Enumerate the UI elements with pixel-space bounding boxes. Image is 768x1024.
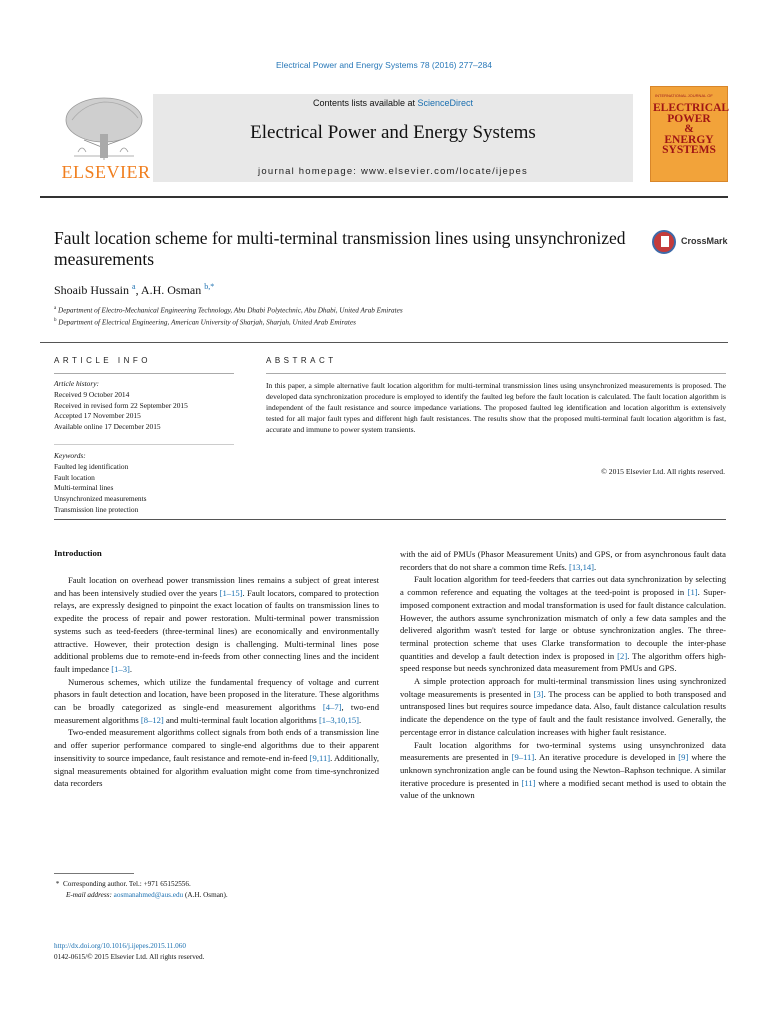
history-item: Received 9 October 2014 [54, 389, 130, 399]
crossmark-icon [652, 230, 676, 254]
cover-line: ENERGY [664, 133, 714, 146]
affiliation-text: Department of Electro-Mechanical Engineering Technology, Abu Dhabi Polytechnic, Abu Dhabi, United Arab Emirates [58, 306, 403, 315]
corresponding-author-note [54, 879, 228, 901]
email-label: E-mail address: [66, 891, 112, 899]
issn-copyright: 0142-0615/© 2015 Elsevier Ltd. All rights reserved. [54, 952, 205, 961]
paragraph [400, 675, 726, 739]
text-span: , two-end measurement algorithms [54, 702, 379, 725]
article-info-heading: ARTICLE INFO [54, 356, 151, 365]
doi-info [54, 941, 204, 962]
citation-link[interactable]: [1–3,10,15] [318, 714, 360, 725]
article-title: Fault location scheme for multi-terminal transmission lines using unsynchronized measurements [54, 228, 626, 269]
history-item: Accepted 17 November 2015 [54, 411, 141, 421]
author-separator: , [135, 283, 141, 297]
text-span: . An iterative procedure is developed in [534, 752, 679, 763]
crossmark-label: CrossMark [681, 236, 728, 246]
email-suffix: (A.H. Osman). [184, 891, 228, 899]
crossmark-badge[interactable] [652, 230, 732, 256]
keywords-label: Keywords: [54, 451, 86, 460]
text-span: . [594, 561, 597, 572]
right-column [400, 548, 726, 802]
citation-link[interactable]: [1–3] [111, 663, 130, 674]
paragraph [54, 676, 379, 727]
cover-line: & [684, 123, 694, 135]
cover-line: ELECTRICAL [653, 102, 730, 114]
text-span: . The algorithm offers high-speed response but needs synchronized data measurement from PMUs and GPS. [400, 650, 726, 674]
keywords-divider [54, 444, 234, 445]
affiliation-label: a [54, 306, 57, 311]
paragraph [400, 573, 726, 675]
paragraph [400, 739, 726, 803]
affiliation-label: b [54, 318, 57, 323]
text-span: Fault location algorithms for two-terminal systems using unsynchronized data measurements are presented in [400, 739, 726, 763]
history-item: Received in revised form 22 September 2015 [54, 400, 188, 410]
citation-link[interactable]: [13,14] [568, 561, 595, 572]
text-span: . Additionally, signal measurements obtained for algorithm evaluation might come from time-synchronized data recorders [54, 752, 379, 789]
text-span: Numerous schemes, which utilize the fundamental frequency of voltage and current phasors in fault detection and location, have been proposed in the literature. These algorithms can be broadly categorized as single-end measurement algorithms [54, 676, 379, 713]
body-divider [54, 519, 726, 520]
abstract-copyright: © 2015 Elsevier Ltd. All rights reserved. [601, 467, 725, 476]
elsevier-wordmark: ELSEVIER [61, 162, 151, 182]
cover-title [653, 102, 730, 156]
cover-line: SYSTEMS [662, 144, 716, 156]
text-span: . [359, 714, 362, 725]
author-name: Shoaib Hussain [54, 283, 129, 297]
keyword-item: Multi-terminal lines [54, 483, 114, 493]
journal-cover-thumbnail[interactable] [650, 86, 728, 182]
text-span: . Fault locators, compared to protection relays, are expressly designed to pinpoint the exact location of faults on transmission lines to expedite the process of repair and power restoration. Multi-terminal power transmission systems such as teed-feeders (three-terminal lines) are economically and environmentally attractive. However, their protection design is challenging. Multi-terminal lines pose additional problems due to remote-end in-feeds from other connecting lines and the incident fault impedance [54, 587, 379, 674]
keywords [54, 451, 147, 516]
section-heading-introduction: Introduction [54, 548, 102, 558]
affiliation-marker[interactable]: b,* [204, 282, 215, 291]
contents-line [153, 98, 633, 108]
left-column [54, 574, 379, 790]
footnote-divider [54, 873, 134, 874]
citation-link[interactable]: [8–12] [140, 714, 164, 725]
author-name: A.H. Osman [140, 283, 202, 297]
affiliation-a [54, 306, 403, 314]
journal-title: Electrical Power and Energy Systems [250, 122, 536, 143]
text-span: where a modified secant method is used to obtain the value of the unknown [400, 777, 727, 801]
sciencedirect-link[interactable]: ScienceDirect [417, 98, 474, 108]
citation-link[interactable]: [11] [521, 777, 536, 788]
footnote-text: Corresponding author. Tel.: +971 65152556. [62, 880, 191, 888]
affiliation-marker[interactable]: a [132, 282, 136, 291]
affiliation-b [54, 318, 356, 326]
citation-link[interactable]: [2] [617, 650, 628, 661]
affiliation-text: Department of Electrical Engineering, American University of Sharjah, Sharjah, United Arab Emirates [58, 318, 356, 327]
section-divider [40, 342, 728, 343]
text-span: Fault location on overhead power transmission lines remains a subject of great interest and has been intensively studied over the years [54, 575, 379, 598]
keyword-item: Fault location [54, 472, 95, 482]
paragraph [54, 726, 379, 790]
footnote-marker: * [55, 880, 60, 888]
history-label: Article history: [54, 379, 99, 388]
email-link[interactable]: aosmanahmed@aus.edu [113, 891, 184, 899]
text-span: Two-ended measurement algorithms collect signals from both ends of a transmission line and offer superior performance compared to single-end algorithms due to their apparent insensitivity to source impedance, fault resistance and remote-end in-feed [54, 727, 379, 763]
citation-link[interactable]: [1] [687, 587, 698, 598]
journal-homepage[interactable]: journal homepage: www.elsevier.com/locate/ijepes [258, 166, 528, 177]
text-span: . [129, 663, 133, 674]
author-list [54, 282, 214, 298]
keyword-item: Unsynchronized measurements [54, 494, 147, 504]
info-divider [54, 373, 234, 374]
article-history [54, 379, 188, 433]
journal-reference[interactable]: Electrical Power and Energy Systems 78 (2016) 277–284 [276, 60, 492, 70]
citation-link[interactable]: [9–11] [511, 752, 535, 763]
contents-prefix: Contents lists available at [312, 98, 418, 108]
abstract-text: In this paper, a simple alternative fault location algorithm for multi-terminal transmission lines using unsynchronized measurements is proposed. The developed data synchronization procedure is employed to identify the faulted leg before the fault location is calculated. The fault location algorithm is independent of the fault resistance and source impedance variations. The proposed faulted leg identification and location algorithm is extensively tested for all major fault types and different high fault resistances. The results show that the proposed multi-terminal fault location algorithm is fast, accurate and immune to power system transients. [266, 381, 726, 434]
text-span: and multi-terminal fault location algorithms [163, 714, 319, 725]
header-divider [40, 196, 728, 198]
citation-link[interactable]: [9] [678, 752, 689, 763]
keyword-item: Faulted leg identification [54, 461, 129, 471]
journal-header [40, 86, 728, 186]
history-item: Available online 17 December 2015 [54, 422, 161, 432]
citation-link[interactable]: [1–15] [219, 587, 243, 598]
citation-link[interactable]: [4–7] [322, 702, 342, 713]
text-span: . Super-imposed component extraction and modal transformation is used for fault distance calculation. However, the authors assume synchronization mismatch of only a few data samples and the delivered algorithm wasn't tested for large or obtuse synchronization angles. The three-terminal protection scheme that uses Clarke transformation to decouple the inter-phase quantities and develop a fault detection index is proposed in [400, 587, 726, 661]
citation-link[interactable]: [9,11] [309, 752, 331, 763]
journal-banner [153, 94, 633, 182]
text-span: where the unknown synchronization angle can be found using the Newton–Raphson technique. A similar iterative procedure is presented in [400, 752, 726, 788]
cover-subtitle: INTERNATIONAL JOURNAL OF [655, 93, 713, 98]
citation-link[interactable]: [3] [533, 688, 544, 699]
cover-line: POWER [667, 112, 711, 125]
text-span: with the aid of PMUs (Phasor Measurement Units) and GPS, or from asynchronous fault data recorders that do not share a common time Refs. [400, 549, 726, 572]
text-span: . The process can be applied to both transposed and untransposed lines but requires source impedance data. Also, fault distance calculation results indicate the dependence on the type of fault and the fault resistance involved. Generally, the percentage error in distance calculation increases with higher fault resistance. [400, 688, 726, 737]
text-span: A simple protection approach for multi-terminal transmission lines using synchronized voltage measurements is presented in [400, 676, 726, 699]
paragraph [400, 548, 726, 573]
abstract-divider [266, 373, 726, 374]
paragraph [54, 574, 379, 676]
abstract-heading: ABSTRACT [266, 356, 337, 365]
doi-link[interactable]: http://dx.doi.org/10.1016/j.ijepes.2015.11.060 [54, 942, 186, 950]
text-span: Fault location algorithm for teed-feeders that carries out data synchronization by selecting a common reference and equating the voltages at the teed-point is proposed in [400, 574, 726, 598]
keyword-item: Transmission line protection [54, 504, 139, 514]
